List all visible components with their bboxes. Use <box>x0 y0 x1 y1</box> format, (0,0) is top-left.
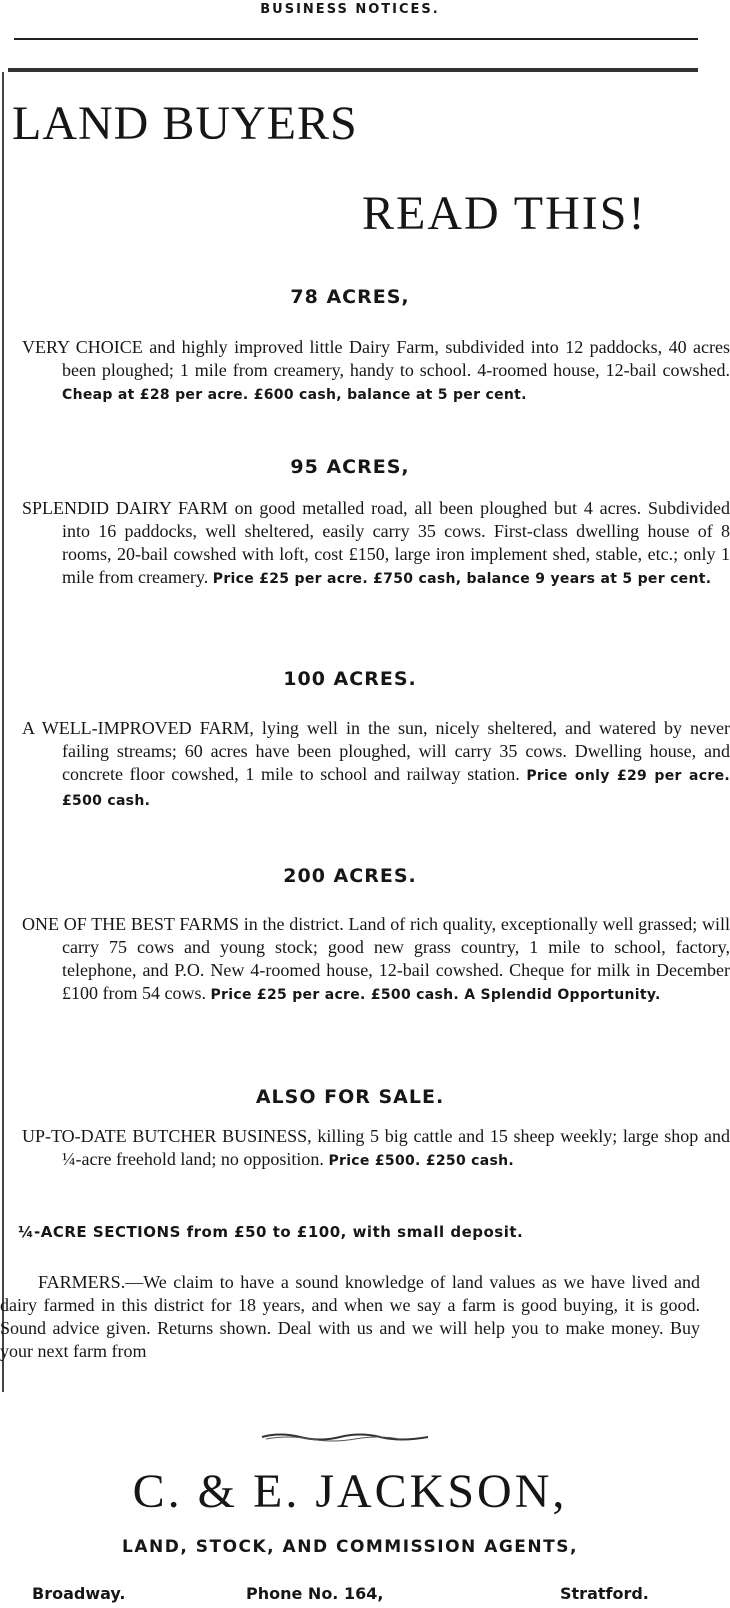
listing-body <box>22 913 730 1007</box>
listing-text: UP-TO-DATE BUTCHER BUSINESS, killing 5 big cattle and 15 sheep weekly; large shop and ¼-acre freehold land; no opposition. <box>22 1126 730 1169</box>
farmers-note: FARMERS.—We claim to have a sound knowledge of land values as we have lived and dairy farmed in this district for 18 years, and when we say a farm is good buying, it is good. Sound advice given. Returns shown. Deal with us and we will help you to make money. Buy your next farm from <box>0 1272 700 1361</box>
firm-tagline: LAND, STOCK, AND COMMISSION AGENTS, <box>122 1537 578 1557</box>
listing-text: ONE OF THE BEST FARMS in the district. Land of rich quality, exceptionally well grassed; will carry 75 cows and young stock; good new grass country, 1 mile to school, factory, telephone, and P.O. New 4-roomed house, 12-bail cowshed. Cheque for milk in December £100 from 54 cows. <box>22 914 730 1003</box>
firm-name: C. & E. JACKSON, <box>132 1465 568 1518</box>
listing-price: Price £25 per acre. £750 cash, balance 9 years at 5 per cent. <box>212 571 712 587</box>
section-header: BUSINESS NOTICES. <box>260 2 440 17</box>
sections-line: ¼-ACRE SECTIONS from £50 to £100, with small deposit. <box>18 1223 524 1241</box>
listing-price: Price £500. £250 cash. <box>328 1153 515 1169</box>
firm-phone: Phone No. 164, <box>246 1584 384 1603</box>
listing-body <box>22 497 730 591</box>
listing-text: VERY CHOICE and highly improved little Dairy Farm, subdivided into 12 paddocks, 40 acres been ploughed; 1 mile from creamery, handy to school. 4-roomed house, 12-bail cowshed. <box>22 337 730 380</box>
listing-body <box>22 336 730 407</box>
listing-price: Price only £29 per acre. £500 cash. <box>62 768 730 809</box>
listing-body <box>22 717 730 813</box>
listing-text: A WELL-IMPROVED FARM, lying well in the sun, nicely sheltered, and watered by never failing streams; 60 acres have been ploughed, will carry 35 cows. Dwelling house, and concrete floor cowshed, 1 mile to school and railway station. <box>22 718 730 784</box>
listing-price: Cheap at £28 per acre. £600 cash, balance at 5 per cent. <box>62 387 527 403</box>
column-rule <box>8 68 698 72</box>
listing-heading: 95 ACRES, <box>290 456 410 478</box>
column-edge <box>2 72 4 1392</box>
ornament-divider <box>260 1432 430 1442</box>
listing-heading: 78 ACRES, <box>290 286 410 308</box>
headline-line2: READ THIS! <box>362 187 647 240</box>
headline-line1: LAND BUYERS <box>12 97 358 150</box>
listing-text: SPLENDID DAIRY FARM on good metalled road, all been ploughed but 4 acres. Subdivided into 16 paddocks, well sheltered, easily carry 35 cows. First-class dwelling house of 8 rooms, 20-bail cowshed with loft, cost £150, large iron implement shed, stable, etc.; only 1 mile from creamery. <box>22 498 730 587</box>
listing-heading: 200 ACRES. <box>283 865 417 887</box>
header-rule <box>14 38 698 40</box>
listing-heading: 100 ACRES. <box>283 668 417 690</box>
firm-town: Stratford. <box>560 1584 649 1603</box>
listing-body <box>22 1125 730 1173</box>
listing-heading: ALSO FOR SALE. <box>255 1086 445 1108</box>
listing-price: Price £25 per acre. £500 cash. A Splendid Opportunity. <box>210 987 661 1003</box>
firm-location: Broadway. <box>32 1584 126 1603</box>
